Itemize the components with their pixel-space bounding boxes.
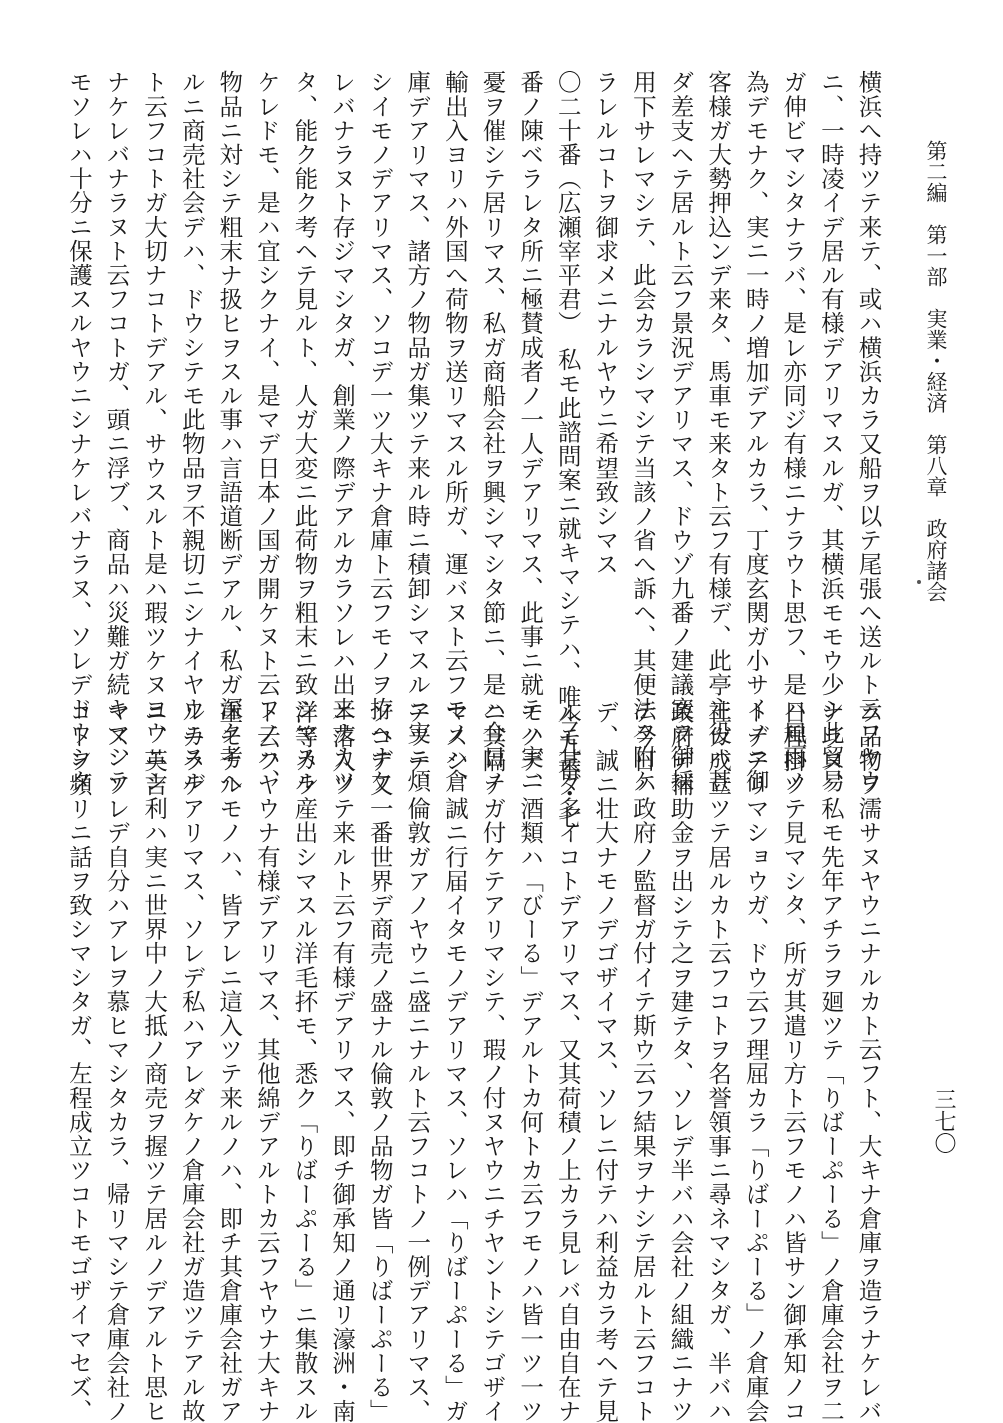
text-column: ト云フコトガ大切ナコトデアル、サウスルト是ハ瑕ツケヌヨウニシ	[140, 70, 169, 793]
text-column: 〇二十番（広瀬宰平君） 私モ此諮問案ニ就キマシテハ、唯今九番・七	[553, 70, 582, 830]
text-column: ト云フヤウナ有様デアリマス、其他綿デアルトカ云フヤウナ大キナ	[252, 700, 281, 1423]
text-column: レバナラヌト存ジマシタガ、創業ノ際デアルカラソレハ出来ナカツ	[328, 70, 357, 793]
text-column: 重モナルモノハ、皆アレニ這入ツテ来ルノハ、即チ其倉庫会社ガア	[215, 700, 244, 1423]
header-mark	[917, 580, 921, 584]
text-column: モノデ、酒類ハ「びーる」デアルトカ何トカ云フモノハ皆一ツ一ツ	[516, 700, 545, 1423]
text-column: ニ、一時凌イデ居ル有様デアリマスルガ、其横浜モモウ少シ此貿易	[816, 70, 845, 793]
text-column: 為デモナク、実ニ一時ノ増加デアルカラ、丁度玄関ガ小サイノニ御	[741, 70, 770, 793]
text-column: 社ガ成立ツテ居ルカト云フコトヲ名誉領事ニ尋ネマシタガ、半バハ	[704, 700, 733, 1423]
text-column: ニ、英吉利ハ実ニ世界中ノ大抵ノ商売ヲ握ツテ居ルノデアルト思ヒ	[140, 700, 169, 1423]
running-title: 第二編 第一部 実業・経済 第八章 政府諸会	[924, 140, 948, 602]
text-column: アツテ、倫敦ガアノヤウニ盛ニナルト云フコトノ一例デアリマス、	[403, 700, 432, 1423]
text-column: ガ伸ビマシタナラバ、是レ亦同ジ有様ニナラウト思フ、是ハ風雨ノ	[779, 70, 808, 793]
text-column: マスシ、誠ニ行届イタモノデアリマス、ソレハ「りばーぷーる」ガ	[440, 700, 469, 1423]
text-column: ニ其隔テガ付ケテアリマシテ、瑕ノ付ヌヤウニチヤントシテゴザイ	[478, 700, 507, 1423]
text-column: 政府デ補助金ヲ出シテ之ヲ建テタ、ソレデ半バハ会社ノ組織ニナツ	[666, 700, 695, 1423]
text-column: 憂ヲ催シテ居リマス、私ガ商船会社ヲ興シマシタ節ニ、是ハ今日ノ	[478, 70, 507, 793]
text-column: 客様ガ大勢押込ンデ来タ、馬車モ来タト云フ有様デ、此亭主役ハ甚	[704, 70, 733, 793]
text-column: テ今日ハ政府ノ監督ガ付イテ斯ウ云フ結果ヲナシテ居ルト云フコト	[628, 700, 657, 1423]
text-column: ラレルコトヲ御求メニナルヤウニ希望致シマス	[591, 70, 620, 577]
text-column: ナケレバナラヌト云フコトガ、頭ニ浮ブ、商品ハ災難ガ続キマシテ	[102, 70, 131, 793]
text-column: モソレハ十分ニ保護スルヤウニシナケレバナラヌ、ソレデドウシタ	[64, 70, 93, 793]
text-column: ダ差支ヘテ居ルト云フ景況デアリマス、ドウゾ九番ノ建議案ヲ御採	[666, 70, 695, 793]
text-column: ケレドモ、是ハ宜シクナイ、是マデ日本ノ国ガ開ケヌト云フノハ、	[252, 70, 281, 793]
text-column: ナラヌ、私モ先年アチラヲ廻ツテ「りばーぷーる」ノ倉庫会社ヲ二	[816, 700, 845, 1423]
text-column: 日程掛ツテ見マシタ、所ガ其遣リ方ト云フモノハ皆サン御承知ノコ	[779, 700, 808, 1423]
text-column: 物品ニ対シテ粗末ナ扱ヒヲスル事ハ言語道断デアル、私ガ深ク考ヘ	[215, 70, 244, 793]
text-column: ルニ商売社会デハ、ドウシテモ此物品ヲ不親切ニシナイヤウニスル	[177, 70, 206, 793]
text-column: 庫デアリマス、諸方ノ物品ガ集ツテ来ル時ニ積卸シマスルニ実ニ煩	[403, 70, 432, 793]
text-column: ソコデ又一番世界デ商売ノ盛ナル倫敦ノ品物ガ皆「りばーぷーる」	[365, 700, 394, 1423]
text-column: ルモ甚ダ多イコトデアリマス、又其荷積ノ上カラ見レバ自由自在ナ	[553, 700, 582, 1423]
text-column: トデアリマショウガ、ドウ云フ理屈カラ「りばーぷーる」ノ倉庫会	[741, 700, 770, 1423]
text-column: 輸出入ヨリハ外国へ荷物ヲ送リマスル所ガ、運バヌト云フモノハ倉	[440, 70, 469, 793]
text-column: タ、能ク能ク考ヘテ見ルト、人ガ大変ニ此荷物ヲ粗末ニ致シマスル	[290, 70, 319, 793]
text-column: ラ品物ヲ濡サヌヤウニナルカト云フト、大キナ倉庫ヲ造ラナケレバ	[854, 700, 883, 1423]
text-column: 番ノ陳ベラレタ所ニ極賛成者ノ一人デアリマス、此事ニ就テハ実ニ	[516, 70, 545, 793]
page-number: 三七〇	[931, 1088, 956, 1154]
text-column: 用下サレマシテ、此会カラシマシテ当該ノ省へ訴ヘ、其便法ヲ附ケ	[628, 70, 657, 793]
text-column: コトヲ頻リニ話ヲ致シマシタガ、左程成立ツコトモゴザイマセズ、	[64, 700, 93, 1423]
text-column: ルカラデアリマス、ソレデ私ハアレダケノ倉庫会社ガ造ツテアル故	[177, 700, 206, 1423]
text-column: デ、誠ニ壮大ナモノデゴザイマス、ソレニ付テハ利益カラ考ヘテ見	[591, 700, 620, 1423]
text-column: 洋等カラ産出シマスル洋毛抔モ、悉ク「りばーぷーる」ニ集散スル	[290, 700, 319, 1423]
text-column: ニ落入ツテ来ルト云フ有様デアリマス、即チ御承知ノ通リ濠洲・南	[328, 700, 357, 1423]
text-column: 横浜へ持ツテ来テ、或ハ横浜カラ又船ヲ以テ尾張へ送ルト云フヤウ	[854, 70, 883, 793]
text-column: マス、ソレデ自分ハアレヲ慕ヒマシタカラ、帰リマシテ倉庫会社ノ	[102, 700, 131, 1423]
text-column: シイモノデアリマス、ソコデ一ツ大キナ倉庫ト云フモノヲ拵ヘナケ	[365, 70, 394, 793]
